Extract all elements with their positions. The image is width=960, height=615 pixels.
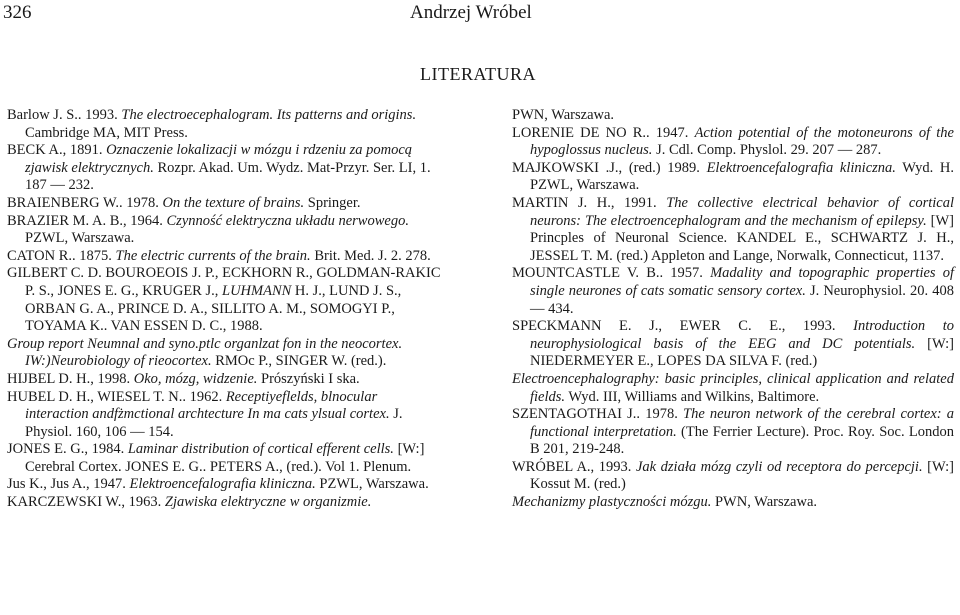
reference-title: The neuron network of the cerebral cortex: a functional interpretation. (530, 406, 955, 440)
reference-entry (512, 160, 954, 195)
reference-entry (7, 371, 444, 389)
reference-source: Rozpr. Akad. Um. Wydz. Mat-Przyr. Ser. LI, 1. 187 — 232. (25, 159, 431, 194)
reference-source: Wyd. III, Williams and Wilkins, Baltimore. (565, 388, 820, 405)
reference-title: Zjawiska elektryczne w organizmie. (164, 494, 372, 511)
reference-source: Cambridge MA, MIT Press. (25, 124, 188, 141)
reference-entry (7, 142, 444, 195)
reference-authors: HUBEL D. H., WIESEL T. N.. 1962. (7, 388, 226, 405)
reference-source: Brit. Med. J. 2. 278. (310, 247, 431, 264)
reference-source: J. Neurophysiol. 20. 408 — 434. (530, 282, 954, 317)
reference-entry (7, 336, 444, 371)
reference-authors: GILBERT C. D. BOUROEOIS J. P., ECKHORN R., GOLDMAN-RAKIC P. S., JONES E. G., KRUGER J., (7, 265, 441, 299)
reference-source: [W:] NIEDERMEYER E., LOPES DA SILVA F. (red.) (530, 335, 954, 370)
section-title: LITERATURA (420, 64, 536, 84)
reference-authors: PWN, Warszawa. (512, 107, 615, 123)
reference-authors: SPECKMANN E. J., EWER C. E., 1993. (512, 318, 854, 335)
reference-title: Laminar distribution of cortical efferent cells. (127, 441, 394, 458)
reference-entry (512, 107, 954, 125)
reference-authors: MOUNTCASTLE V. B.. 1957. (512, 265, 711, 282)
reference-authors: WRÓBEL A., 1993. (512, 458, 636, 475)
reference-title: The collective electrical behavior of cortical neurons: The electroencephalogram and the mechanism of epilepsy. (530, 194, 954, 229)
reference-authors: BECK A., 1891. (7, 142, 107, 159)
reference-entry (512, 371, 954, 406)
reference-entry (512, 459, 954, 494)
reference-authors: BRAZIER M. A. B., 1964. (7, 212, 167, 229)
reference-entry (512, 125, 954, 160)
reference-entry (512, 318, 954, 371)
reference-title: Introduction to neurophysiological basis of the EEG and DC potentials. (530, 318, 954, 352)
reference-authors: Jus K., Jus A., 1947. (7, 476, 130, 493)
reference-entry (512, 494, 954, 512)
reference-entry (7, 213, 444, 248)
reference-title: Czynność elektryczna układu nerwowego. (166, 212, 409, 229)
reference-authors: LORENIE DE NO R.. 1947. (512, 124, 695, 141)
reference-entry (7, 248, 444, 266)
reference-authors: SZENTAGOTHAI J.. 1978. (512, 406, 683, 423)
references-left-column (7, 107, 444, 512)
reference-entry (512, 406, 954, 459)
reference-title: LUHMANN (222, 282, 292, 299)
reference-title: Jak działa mózg czyli od receptora do percepcji. (635, 458, 923, 475)
reference-source: [W] Princples of Neuronal Science. KANDEL E., SCHWARTZ J. H., JESSEL T. M. (red.) Appleton and Lange, Norwalk, Connecticut, 1137. (530, 212, 955, 264)
reference-title: The electroecephalogram. Its patterns and origins. (121, 107, 417, 123)
reference-entry (7, 441, 444, 476)
reference-source: Prószyński I ska. (257, 370, 360, 387)
reference-authors: KARCZEWSKI W., 1963. (7, 494, 165, 511)
reference-title: Group report Neumnal and syno.ptlc organlzat fon in the neocortex. IW:)Neurobiology of rieocortex. (7, 335, 403, 370)
reference-source: RMOc P., SINGER W. (red.). (211, 353, 387, 370)
reference-title: Elektroencefalografia kliniczna. (129, 476, 316, 493)
reference-title: Action potential of the motoneurons of the hypoglossus nucleus. (530, 124, 954, 159)
reference-entry (512, 195, 954, 265)
reference-title: Receptiyeflelds, blnocular interaction andfżmctional archtecture In ma cats ylsual cortex. (25, 388, 390, 423)
reference-title: Oznaczenie lokalizacji w mózgu i rdzeniu za pomocą zjawisk elektrycznych. (25, 142, 413, 176)
reference-source: PZWL, Warszawa. (315, 476, 429, 493)
reference-authors: MARTIN J. H., 1991. (512, 194, 667, 211)
reference-title: Oko, mózg, widzenie. (133, 370, 258, 387)
reference-authors: CATON R.. 1875. (7, 247, 116, 264)
reference-authors: MAJKOWSKI .J., (red.) 1989. (512, 159, 707, 176)
reference-authors: HIJBEL D. H., 1998. (7, 370, 134, 387)
references-right-column (512, 107, 954, 512)
reference-source: [W:] Cerebral Cortex. JONES E. G.. PETERS A., (red.). Vol 1. Plenum. (25, 441, 425, 475)
reference-source: J. Physiol. 160, 106 — 154. (25, 406, 403, 440)
reference-entry (512, 265, 954, 318)
reference-authors: BRAIENBERG W.. 1978. (7, 194, 163, 211)
reference-title: Mechanizmy plastyczności mózgu. (512, 494, 712, 511)
page-number: 326 (3, 2, 32, 23)
reference-source: [W:] Kossut M. (red.) (530, 458, 954, 493)
reference-source: (The Ferrier Lecture). Proc. Roy. Soc. London B 201, 219-248. (530, 423, 954, 458)
reference-authors: JONES E. G., 1984. (7, 441, 128, 458)
reference-source: Springer. (304, 194, 361, 211)
reference-source: H. J., LUND J. S., ORBAN G. A., PRINCE D. A., SILLITO A. M., SOMOGYI P., TOYAMA K.. VAN ESSEN D. C., 1988. (25, 282, 402, 335)
reference-title: The electric currents of the brain. (115, 247, 311, 264)
reference-entry (7, 195, 444, 213)
reference-entry (7, 476, 444, 494)
reference-source: PZWL, Warszawa. (25, 230, 135, 247)
reference-title: On the texture of brains. (162, 194, 305, 211)
reference-entry (7, 494, 444, 512)
reference-entry (7, 389, 444, 442)
reference-authors: Barlow J. S.. 1993. (7, 107, 122, 123)
reference-title: Electroencephalography: basic principles, clinical application and related fields. (512, 370, 954, 405)
reference-source: PWN, Warszawa. (711, 494, 818, 511)
running-head: Andrzej Wróbel (410, 2, 532, 23)
reference-source: Wyd. H. PZWL, Warszawa. (530, 159, 954, 194)
reference-title: Madality and topographic properties of single neurones of cats somatic sensory cortex. (530, 265, 954, 299)
reference-source: J. Cdl. Comp. Physlol. 29. 207 — 287. (652, 142, 882, 159)
reference-entry (7, 265, 444, 335)
reference-title: Elektroencefalografia kliniczna. (706, 159, 896, 176)
reference-entry (7, 107, 444, 142)
